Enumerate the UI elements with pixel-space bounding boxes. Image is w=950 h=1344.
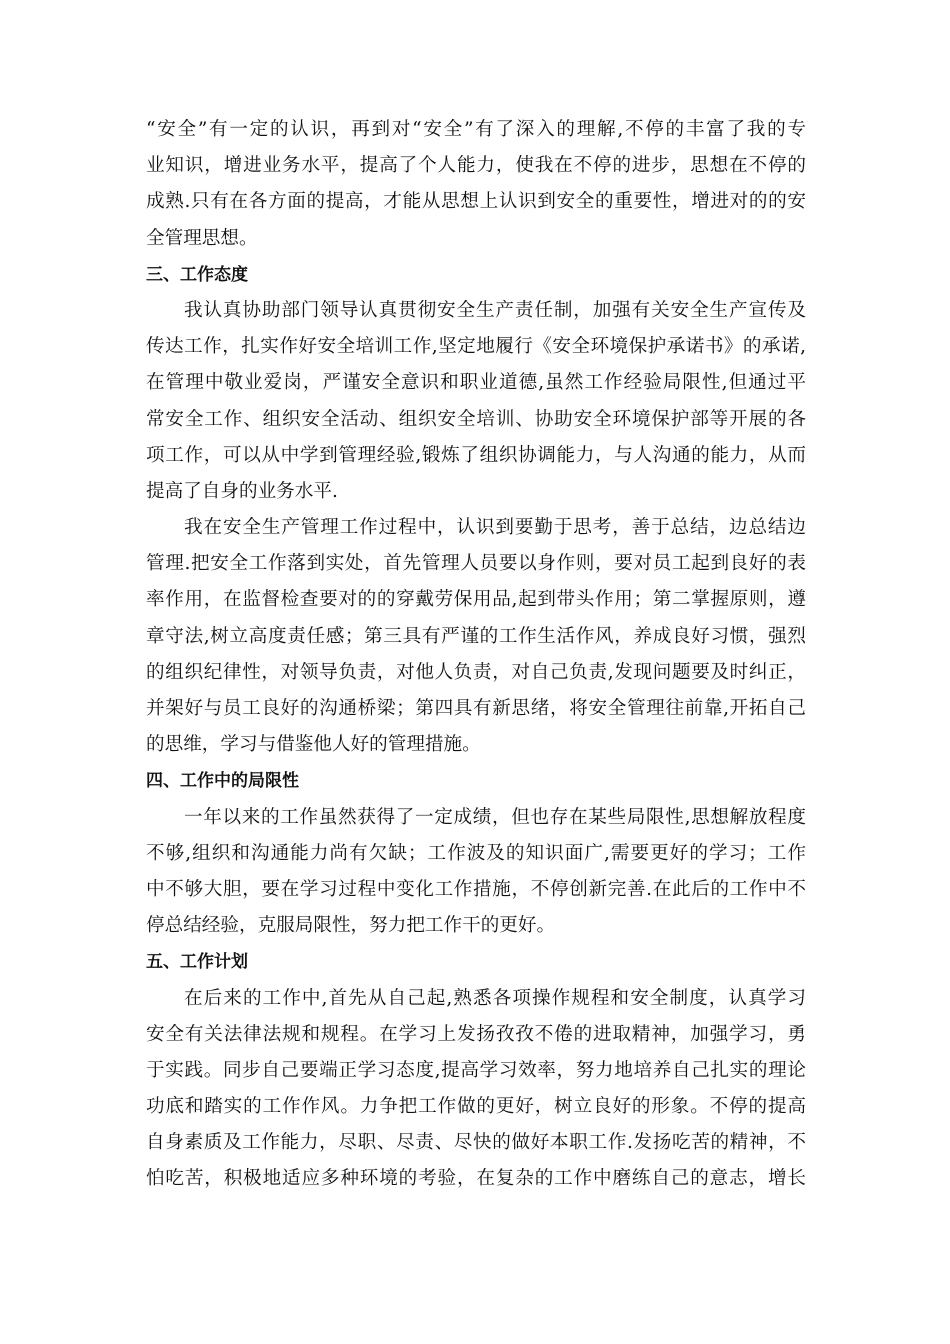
paragraph-line: 我认真协助部门领导认真贯彻安全生产责任制，加强有关安全生产宣传及: [184, 299, 806, 321]
paragraph-line: 项工作，可以从中学到管理经验,锻炼了组织协调能力，与人沟通的能力，从而: [146, 444, 806, 466]
paragraph-line: 率作用，在监督检查要对的的穿戴劳保用品,起到带头作用；第二掌握原则，遵: [146, 589, 806, 611]
paragraph-line: 在后来的工作中,首先从自己起,熟悉各项操作规程和安全制度，认真学习: [184, 987, 806, 1009]
paragraph-line: 传达工作，扎实作好安全培训工作,坚定地履行《安全环境保护承诺书》的承诺,: [146, 336, 806, 358]
intro-paragraph: [146, 112, 806, 257]
paragraph-line: 自身素质及工作能力，尽职、尽责、尽快的做好本职工作.发扬吃苦的精神，不: [146, 1132, 806, 1154]
paragraph-line: 怕吃苦，积极地适应多种环境的考验，在复杂的工作中磨练自己的意志，增长: [146, 1168, 806, 1190]
paragraph-line: 成熟.只有在各方面的提高，才能从思想上认识到安全的重要性，增进对的的安: [146, 191, 806, 213]
paragraph-line: 的组织纪律性，对领导负责，对他人负责，对自己负责,发现问题要及时纠正，: [146, 661, 806, 683]
limitations-paragraph: [146, 800, 806, 945]
paragraph-line: 在管理中敬业爱岗，严谨安全意识和职业道德,虽然工作经验局限性,但通过平: [146, 372, 806, 394]
paragraph-line: 全管理思想。: [146, 227, 258, 249]
paragraph-line: 管理.把安全工作落到实处，首先管理人员要以身作则，要对员工起到良好的表: [146, 553, 806, 575]
paragraph-line: 安全有关法律法规和规程。在学习上发扬孜孜不倦的进取精神，加强学习，勇: [146, 1023, 806, 1045]
paragraph-line: 于实践。同步自己要端正学习态度,提高学习效率，努力地培养自己扎实的理论: [146, 1059, 806, 1081]
paragraph-line: 业知识，增进业务水平，提高了个人能力，使我在不停的进步，思想在不停的: [146, 155, 806, 177]
paragraph-line: “安全”有一定的认识，再到对“安全”有了深入的理解,不停的丰富了我的专: [146, 119, 806, 140]
paragraph-line: 停总结经验，克服局限性，努力把工作干的更好。: [146, 915, 556, 937]
section-heading-limitations: 四、工作中的局限性: [146, 771, 299, 792]
document-page: [146, 112, 806, 1198]
work-attitude-paragraph-1: [146, 293, 806, 510]
paragraph-line: 并架好与员工良好的沟通桥梁；第四具有新思绪，将安全管理往前靠,开拓自己: [146, 698, 806, 719]
work-attitude-paragraph-2: [146, 510, 806, 763]
paragraph-line: 常安全工作、组织安全活动、组织安全培训、协助安全环境保护部等开展的各: [146, 408, 806, 430]
paragraph-line: 功底和踏实的工作作风。力争把工作做的更好，树立良好的形象。不停的提高: [146, 1096, 806, 1118]
work-plan-paragraph: [146, 981, 806, 1198]
paragraph-line: 中不够大胆，要在学习过程中变化工作措施，不停创新完善.在此后的工作中不: [146, 878, 806, 900]
paragraph-line: 一年以来的工作虽然获得了一定成绩，但也存在某些局限性,思想解放程度: [184, 806, 806, 828]
paragraph-line: 提高了自身的业务水平.: [146, 480, 338, 502]
paragraph-line: 我在安全生产管理工作过程中，认识到要勤于思考，善于总结，边总结边: [184, 517, 806, 539]
section-heading-work-plan: 五、工作计划: [146, 952, 248, 973]
paragraph-line: 章守法,树立高度责任感；第三具有严谨的工作生活作风，养成良好习惯，强烈: [146, 625, 806, 647]
paragraph-line: 不够,组织和沟通能力尚有欠缺；工作波及的知识面广,需要更好的学习；工作: [146, 842, 806, 864]
paragraph-line: 的思维，学习与借鉴他人好的管理措施。: [146, 734, 481, 756]
section-heading-work-attitude: 三、工作态度: [146, 264, 248, 285]
